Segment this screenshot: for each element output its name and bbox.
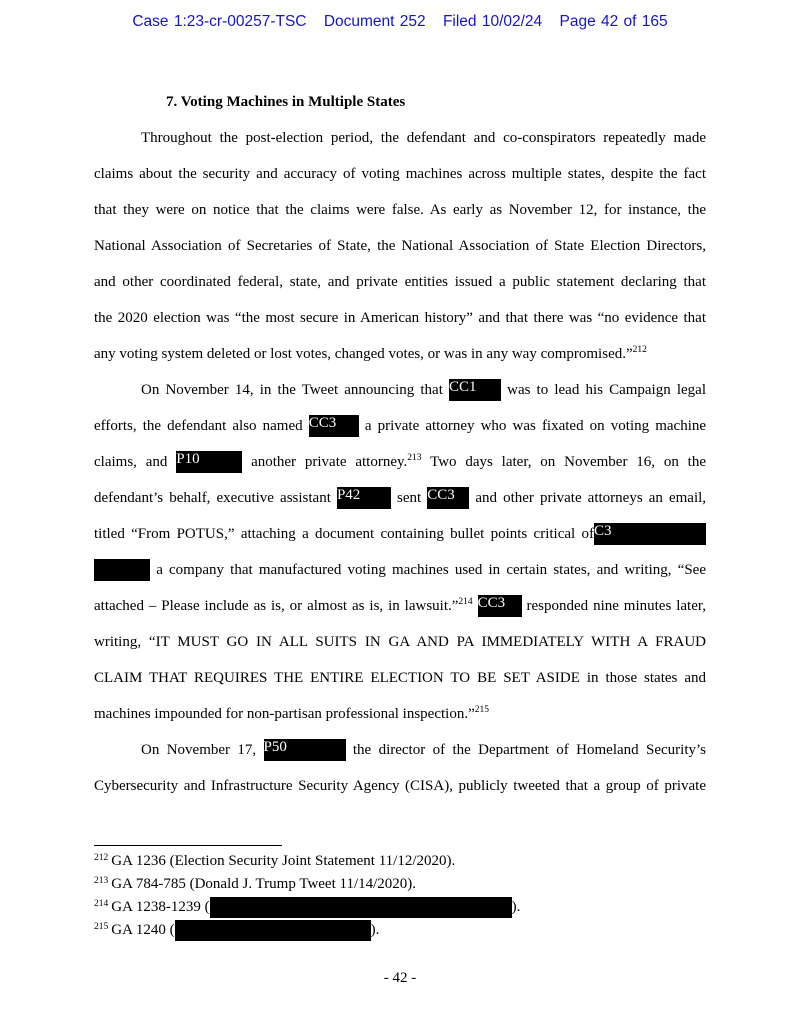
footnote-215: $^{215}$ GA 1240 ( ).	[94, 920, 379, 940]
p1-line-6: the 2020 election was “the most secure in American history” and that there was “no evidence that	[94, 310, 706, 326]
redaction-cc3: CC3	[427, 487, 469, 509]
redaction-c3: C3	[594, 523, 706, 545]
p2-line-4: defendant’s behalf, executive assistant P42 sent CC3 and other private attorneys an email,	[94, 487, 706, 509]
footnote-divider	[94, 845, 282, 846]
section-heading: 7. Voting Machines in Multiple States	[166, 94, 406, 110]
redaction-p50: P50	[264, 739, 346, 761]
redaction-p10: P10	[176, 451, 242, 473]
redaction-block	[94, 559, 150, 581]
p1-line-5: and other coordinated federal, state, and private entities issued a public statement declaring that	[94, 274, 706, 290]
filed-date: Filed 10/02/24	[442, 13, 543, 30]
p2-line-1: On November 14, in the Tweet announcing that CC1 was to lead his Campaign legal	[141, 379, 706, 401]
redaction-p42: P42	[337, 487, 391, 509]
redaction-cc3: CC3	[309, 415, 359, 437]
p1-line-3: that they were on notice that the claims were false. As early as November 12, for instance, the	[94, 202, 706, 218]
page-number: - 42 -	[383, 970, 417, 986]
p1-line-2: claims about the security and accuracy of voting machines across multiple states, despite the fact	[94, 166, 706, 182]
p2-line-9: CLAIM THAT REQUIRES THE ENTIRE ELECTION TO BE SET ASIDE in those states and	[94, 670, 706, 686]
p2-line-5: titled “From POTUS,” attaching a document containing bullet points critical ofC3	[94, 523, 706, 545]
footnote-ref-214[interactable]: 214	[458, 597, 473, 607]
footnote-ref-212[interactable]: 212	[632, 345, 647, 355]
document-number: Document 252	[323, 13, 426, 30]
p2-line-8: writing, “IT MUST GO IN ALL SUITS IN GA AND PA IMMEDIATELY WITH A FRAUD	[94, 634, 706, 650]
p1-line-7: any voting system deleted or lost votes, changed votes, or was in any way compromised.”$^{212}$	[94, 345, 647, 362]
footnote-214: $^{214}$ GA 1238-1239 ( ).	[94, 897, 520, 917]
page-indicator: Page 42 of 165	[559, 13, 668, 30]
p3-line-1: On November 17, P50 the director of the Department of Homeland Security’s	[141, 739, 706, 761]
redaction-block	[210, 897, 512, 918]
case-number: Case 1:23-cr-00257-TSC	[132, 13, 307, 30]
p1-line-1: Throughout the post-election period, the defendant and co-conspirators repeatedly made	[141, 130, 706, 146]
p2-line-6: a company that manufactured voting machines used in certain states, and writing, “See	[94, 559, 706, 581]
p2-line-7: attached – Please include as is, or almost as is, in lawsuit.”$^{214}$ CC3 responded nine minutes later,	[94, 595, 706, 617]
footnote-213: $^{213}$ GA 784-785 (Donald J. Trump Tweet 11/14/2020).	[94, 876, 417, 892]
p1-line-4: National Association of Secretaries of State, the National Association of State Election Directors,	[94, 238, 706, 254]
footnote-ref-215[interactable]: 215	[474, 705, 489, 715]
redaction-block	[175, 920, 371, 941]
p2-line-10: machines impounded for non-partisan professional inspection.”$^{215}$	[94, 705, 489, 722]
redaction-cc1: CC1	[449, 379, 501, 401]
footnote-212: $^{212}$ GA 1236 (Election Security Joint Statement 11/12/2020).	[94, 853, 456, 869]
p2-line-2: efforts, the defendant also named CC3 a private attorney who was fixated on voting machine	[94, 415, 706, 437]
redaction-cc3: CC3	[478, 595, 522, 617]
p2-line-3: claims, and P10 another private attorney.$^{213}$ Two days later, on November 16, on the	[94, 451, 706, 473]
p3-line-2: Cybersecurity and Infrastructure Security Agency (CISA), publicly tweeted that a group of private	[94, 778, 706, 794]
footnote-ref-213[interactable]: 213	[407, 453, 422, 463]
case-header	[0, 13, 800, 31]
